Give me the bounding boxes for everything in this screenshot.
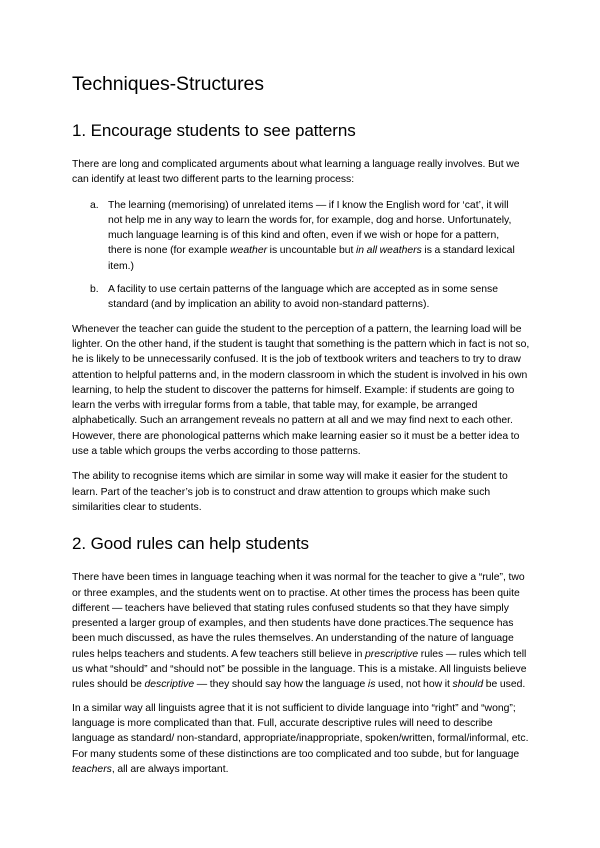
paragraph-body: Whenever the teacher can guide the student to the perception of a pattern, the learning load will be lighter. On the other hand, if the student is taught that something is the pattern which in fact is not so, he is likely to be unnecessarily confused. It is the job of textbook writers and teachers to try to draw attention to helpful patterns and, in the modern classroom in which the student is involved in his own learning, to help the student to discover the patterns for himself. Example: if students are going to learn the verbs with irregular forms from a table, that table may, for example, be arranged alphabetically. Such an arrangement reveals no pattern at all and we may find next to each other. However, there are phonological patterns which make learning easier so it must be a better idea to use a table which groups the verbs according to those patterns.	[72, 323, 530, 458]
list-marker: a.	[90, 199, 99, 211]
list-item	[72, 282, 530, 313]
learning-parts-list	[72, 198, 530, 313]
section-heading: 1. Encourage students to see patterns	[72, 121, 356, 140]
list-item-text: A facility to use certain patterns of the language which are accepted as in some sense standard (and by implication an ability to avoid non-standard patterns).	[108, 284, 498, 311]
section-patterns	[72, 121, 530, 515]
emphasis: should	[452, 679, 484, 691]
emphasis: prescriptive	[365, 648, 419, 660]
paragraph-intro: There are long and complicated arguments about what learning a language really involves. But we can identify at least two different parts to the learning process:	[72, 159, 520, 186]
emphasis: descriptive	[144, 679, 195, 691]
list-marker: b.	[90, 284, 99, 296]
section-heading: 2. Good rules can help students	[72, 534, 309, 554]
section-rules	[72, 534, 530, 777]
list-item-text: The learning (memorising) of unrelated items — if I know the English word for ‘cat’, it will not help me in any way to learn the words for, for example, dog and horse. Unfortunately, much language learning is of this kind and often, even if we wish or hope for a pattern, there is none (for example weather is uncountable but in all weathers is a standard lexical item.)	[108, 199, 515, 272]
paragraph-body: In a similar way all linguists agree that it is not sufficient to divide language into “right” and “wong”; language is more complicated than that. Full, accurate descriptive rules will need to describe language as standard/ non-standard, appropriate/inappropriate, spoken/written, formal/informal, etc. For many students some of these distinctions are too complicated and too subde, but for language teachers, all are always important.	[72, 702, 529, 775]
page-title: Techniques-Structures	[72, 73, 264, 95]
emphasis: is	[367, 679, 376, 691]
paragraph-body: There have been times in language teaching when it was normal for the teacher to give a “rule”, two or three examples, and the students went on to practise. At other times the process has been quite different — teachers have believed that stating rules confused students so that they have simply presented a larger group of examples, and then students have done practices.The sequence has been much discussed, as have the rules themselves. An understanding of the nature of language rules helps teachers and students. A few teachers still believe in prescriptive rules — rules which tell us what “should” and “should not” be possible in the language. This is a mistake. All linguists believe rules should be descriptive — they should say how the language is used, not how it should be used.	[72, 572, 527, 691]
paragraph-body: The ability to recognise items which are similar in some way will make it easier for the student to learn. Part of the teacher’s job is to construct and draw attention to groups which make such similarities clear to students.	[72, 471, 508, 513]
emphasis: in all weathers	[356, 245, 422, 257]
list-item	[72, 198, 530, 274]
emphasis: weather	[230, 245, 268, 257]
emphasis: teachers	[72, 763, 112, 775]
